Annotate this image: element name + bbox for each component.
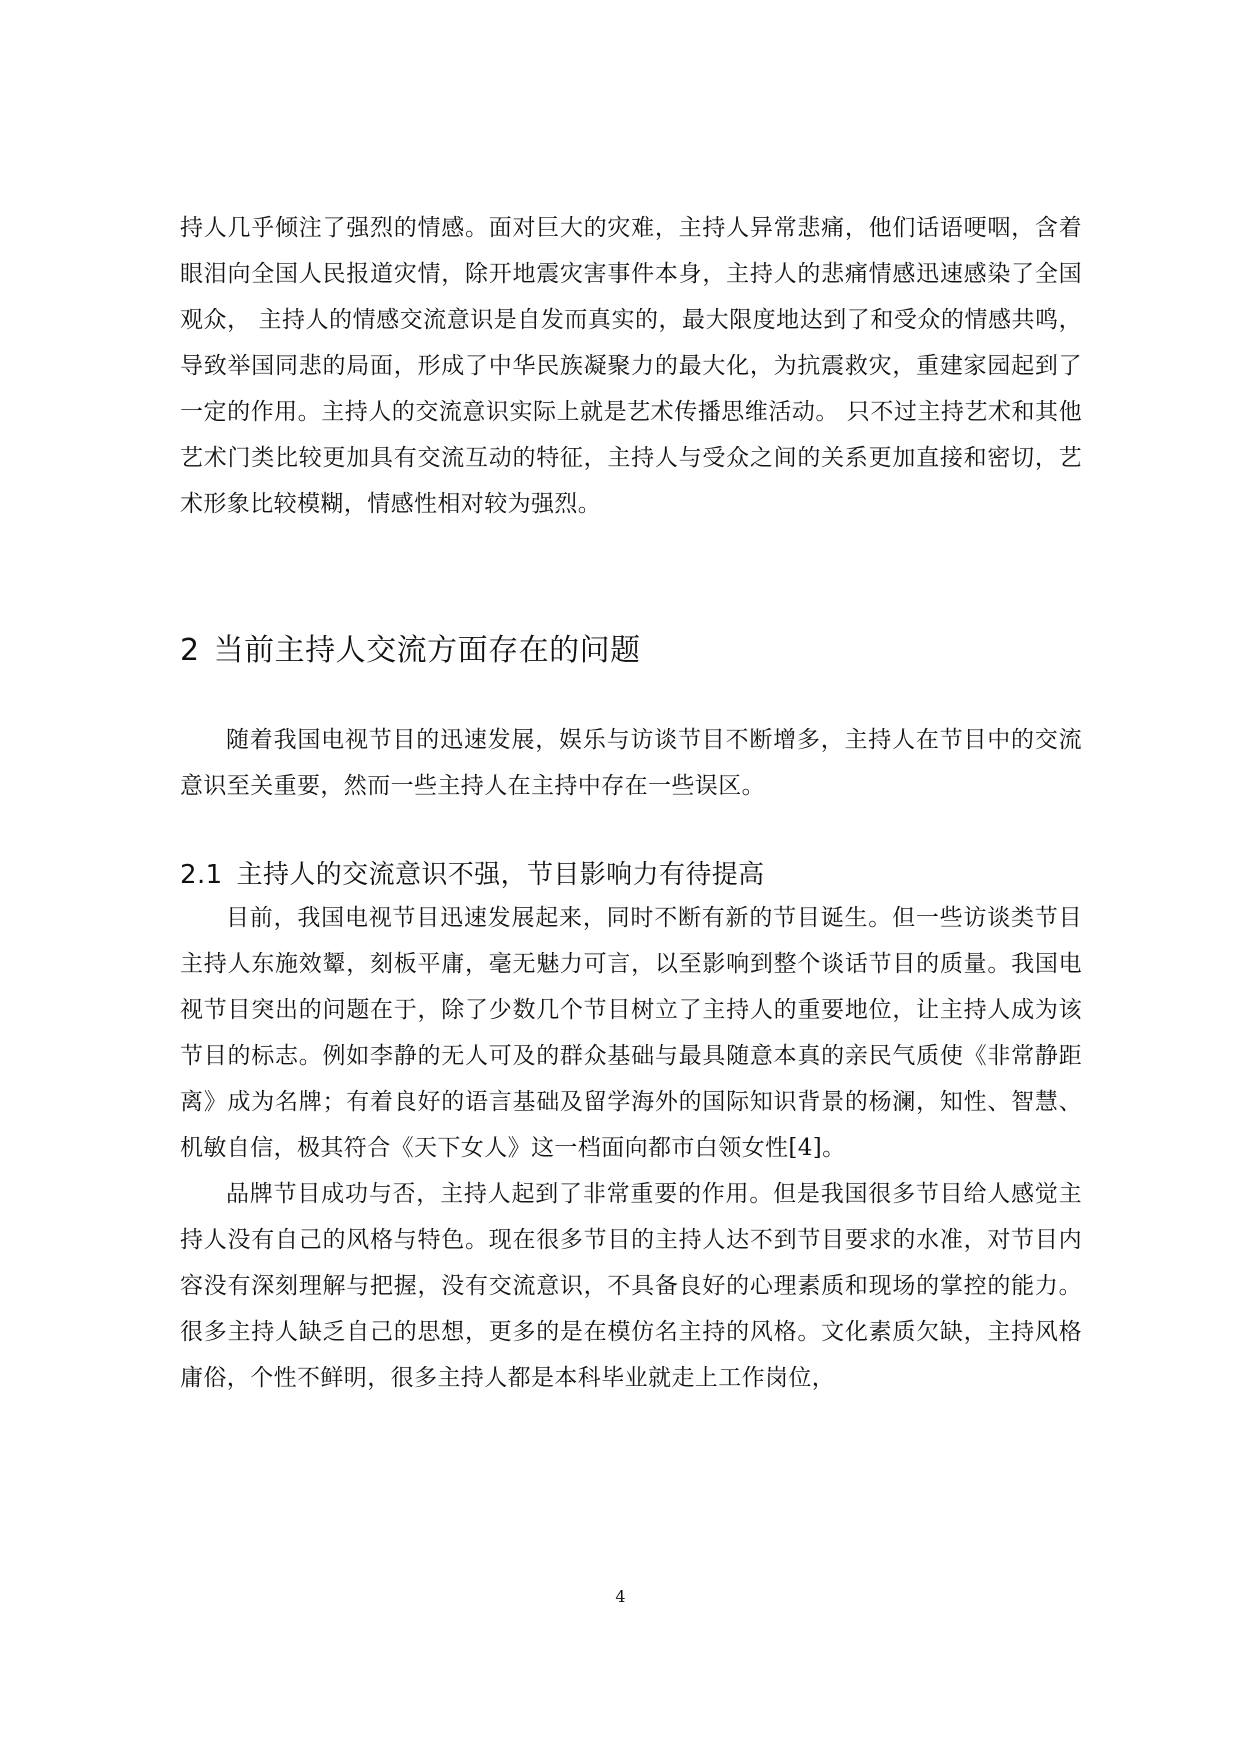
section-2-heading	[180, 631, 1082, 671]
paragraph-section-2-1-a: 目前，我国电视节目迅速发展起来，同时不断有新的节目诞生。但一些访谈类节目主持人东施效颦，刻板平庸，毫无魅力可言，以至影响到整个谈话节目的质量。我国电视节目突出的问题在于，除了少数几个节目树立了主持人的重要地位，让主持人成为该节目的标志。例如李静的无人可及的群众基础与最具随意本真的亲民气质使《非常静距离》成为名牌；有着良好的语言基础及留学海外的国际知识背景的杨澜，知性、智慧、机敏自信，极其符合《天下女人》这一档面向都市白领女性[4]。	[180, 905, 1082, 1161]
paragraph-continued: 持人几乎倾注了强烈的情感。面对巨大的灾难，主持人异常悲痛，他们话语哽咽，含着眼泪向全国人民报道灾情，除开地震灾害事件本身，主持人的悲痛情感迅速感染了全国观众， 主持人的情感交流意识是自发而真实的，最大限度地达到了和受众的情感共鸣，导致举国同悲的局面，形成了中华民族凝聚力的最大化，为抗震救灾，重建家园起到了一定的作用。主持人的交流意识实际上就是艺术传播思维活动。 只不过主持艺术和其他艺术门类比较更加具有交流互动的特征，主持人与受众之间的关系更加直接和密切，艺术形象比较模糊，情感性相对较为强烈。	[180, 215, 1082, 517]
section-2-1-title: 主持人的交流意识不强，节目影响力有待提高	[236, 860, 765, 890]
section-2-1-heading	[180, 857, 1082, 893]
section-2-title: 当前主持人交流方面存在的问题	[213, 633, 641, 668]
page-content	[180, 205, 1082, 1401]
paragraph-section-2-1-b: 品牌节目成功与否，主持人起到了非常重要的作用。但是我国很多节目给人感觉主持人没有自己的风格与特色。现在很多节目的主持人达不到节目要求的水准，对节目内容没有深刻理解与把握，没有交流意识，不具备良好的心理素质和现场的掌控的能力。很多主持人缺乏自己的思想，更多的是在模仿名主持的风格。文化素质欠缺，主持风格庸俗，个性不鲜明，很多主持人都是本科毕业就走上工作岗位，	[180, 1181, 1082, 1391]
section-2-number: 2	[180, 633, 200, 668]
page-number: 4	[615, 1587, 626, 1606]
paragraph-section-2-intro: 随着我国电视节目的迅速发展，娱乐与访谈节目不断增多，主持人在节目中的交流意识至关重要，然而一些主持人在主持中存在一些误区。	[180, 727, 1082, 799]
section-2-1-number: 2.1	[180, 860, 223, 890]
